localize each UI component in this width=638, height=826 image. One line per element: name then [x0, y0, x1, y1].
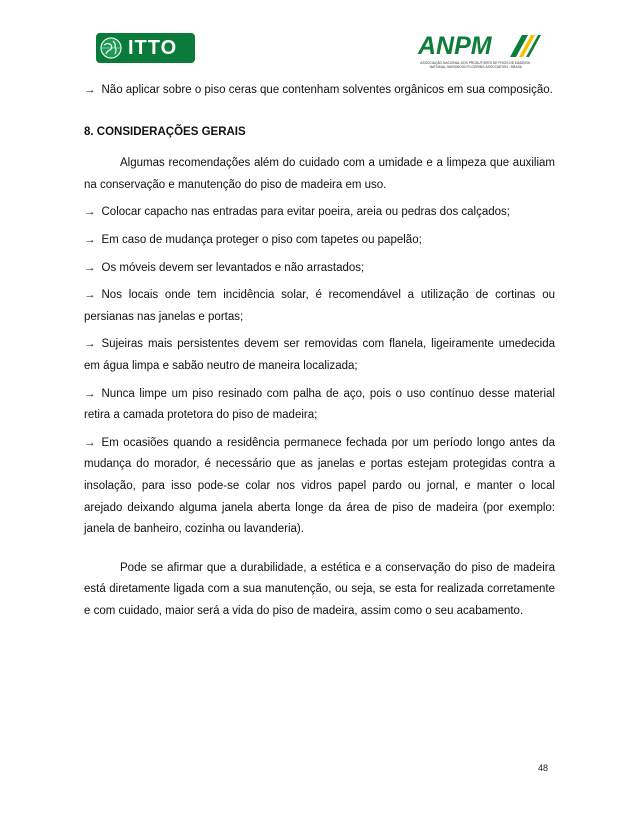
- anpm-logo-text: ANPM: [418, 32, 492, 60]
- list-item: [84, 230, 555, 252]
- arrow-icon: →: [84, 338, 96, 351]
- anpm-logo: [404, 30, 546, 80]
- list-item-text: Sujeiras mais persistentes devem ser removidas com flanela, ligeiramente umedecida em água limpa e sabão neutro de maneira localizada;: [84, 338, 555, 372]
- arrow-icon: →: [84, 233, 96, 246]
- section-intro: Algumas recomendações além do cuidado com a umidade e a limpeza que auxiliam na conservação e manutenção do piso de madeira em uso.: [84, 157, 555, 191]
- list-item-text: Em caso de mudança proteger o piso com tapetes ou papelão;: [101, 233, 422, 246]
- list-item: [84, 384, 555, 427]
- conclusion-paragraph: Pode se afirmar que a durabilidade, a estética e a conservação do piso de madeira está diretamente ligada com a sua manutenção, ou seja, se esta for realizada corretamente e com cuidado, maior será a vida do piso de madeira, assim como o seu acabamento.: [84, 561, 555, 617]
- arrow-icon: →: [84, 261, 96, 274]
- list-item-text: Nunca limpe um piso resinado com palha de aço, pois o uso contínuo desse material retira a camada protetora do piso de madeira;: [84, 387, 555, 422]
- itto-logo-text: ITTO: [128, 36, 178, 59]
- document-body: [84, 80, 555, 622]
- section-heading: 8. CONSIDERAÇÕES GERAIS: [84, 125, 246, 138]
- anpm-subtitle: ASSOCIAÇÃO NACIONAL DOS PRODUTORES DE PISOS DE MADEIRA · NATIONAL HARDWOOD FLOORING ASSOCIATION · BRASIL: [420, 61, 532, 69]
- list-item: [84, 334, 555, 377]
- itto-logo: [96, 33, 195, 63]
- arrow-icon: →: [84, 289, 96, 302]
- list-item: [84, 80, 555, 102]
- list-item-text: Colocar capacho nas entradas para evitar poeira, areia ou pedras dos calçados;: [101, 206, 510, 219]
- arrow-icon: →: [84, 206, 96, 219]
- list-item-text: Não aplicar sobre o piso ceras que contenham solventes orgânicos em sua composição.: [101, 84, 553, 96]
- list-item: [84, 258, 555, 280]
- list-item: [84, 433, 555, 541]
- arrow-icon: →: [84, 387, 96, 400]
- list-item: [84, 202, 555, 224]
- list-item-text: Nos locais onde tem incidência solar, é recomendável a utilização de cortinas ou persianas nas janelas e portas;: [84, 289, 555, 323]
- list-item-text: Em ocasiões quando a residência permanece fechada por um período longo antes da mudança do morador, é necessário que as janelas e portas estejam protegidas contra a insolação, para isso pode-se colar nos vidros papel pardo ou jornal, e manter o local arejado deixando alguma janela aberta longe da área de piso de madeira (por exemplo: janela de banheiro, cozinha ou lavanderia).: [84, 436, 555, 536]
- page-number: 48: [538, 763, 549, 773]
- arrow-icon: →: [84, 84, 96, 96]
- list-item-text: Os móveis devem ser levantados e não arrastados;: [101, 261, 365, 274]
- list-item: [84, 285, 555, 328]
- globe-icon: [99, 36, 123, 60]
- arrow-icon: →: [84, 436, 96, 449]
- chevron-stripes-icon: [508, 33, 542, 59]
